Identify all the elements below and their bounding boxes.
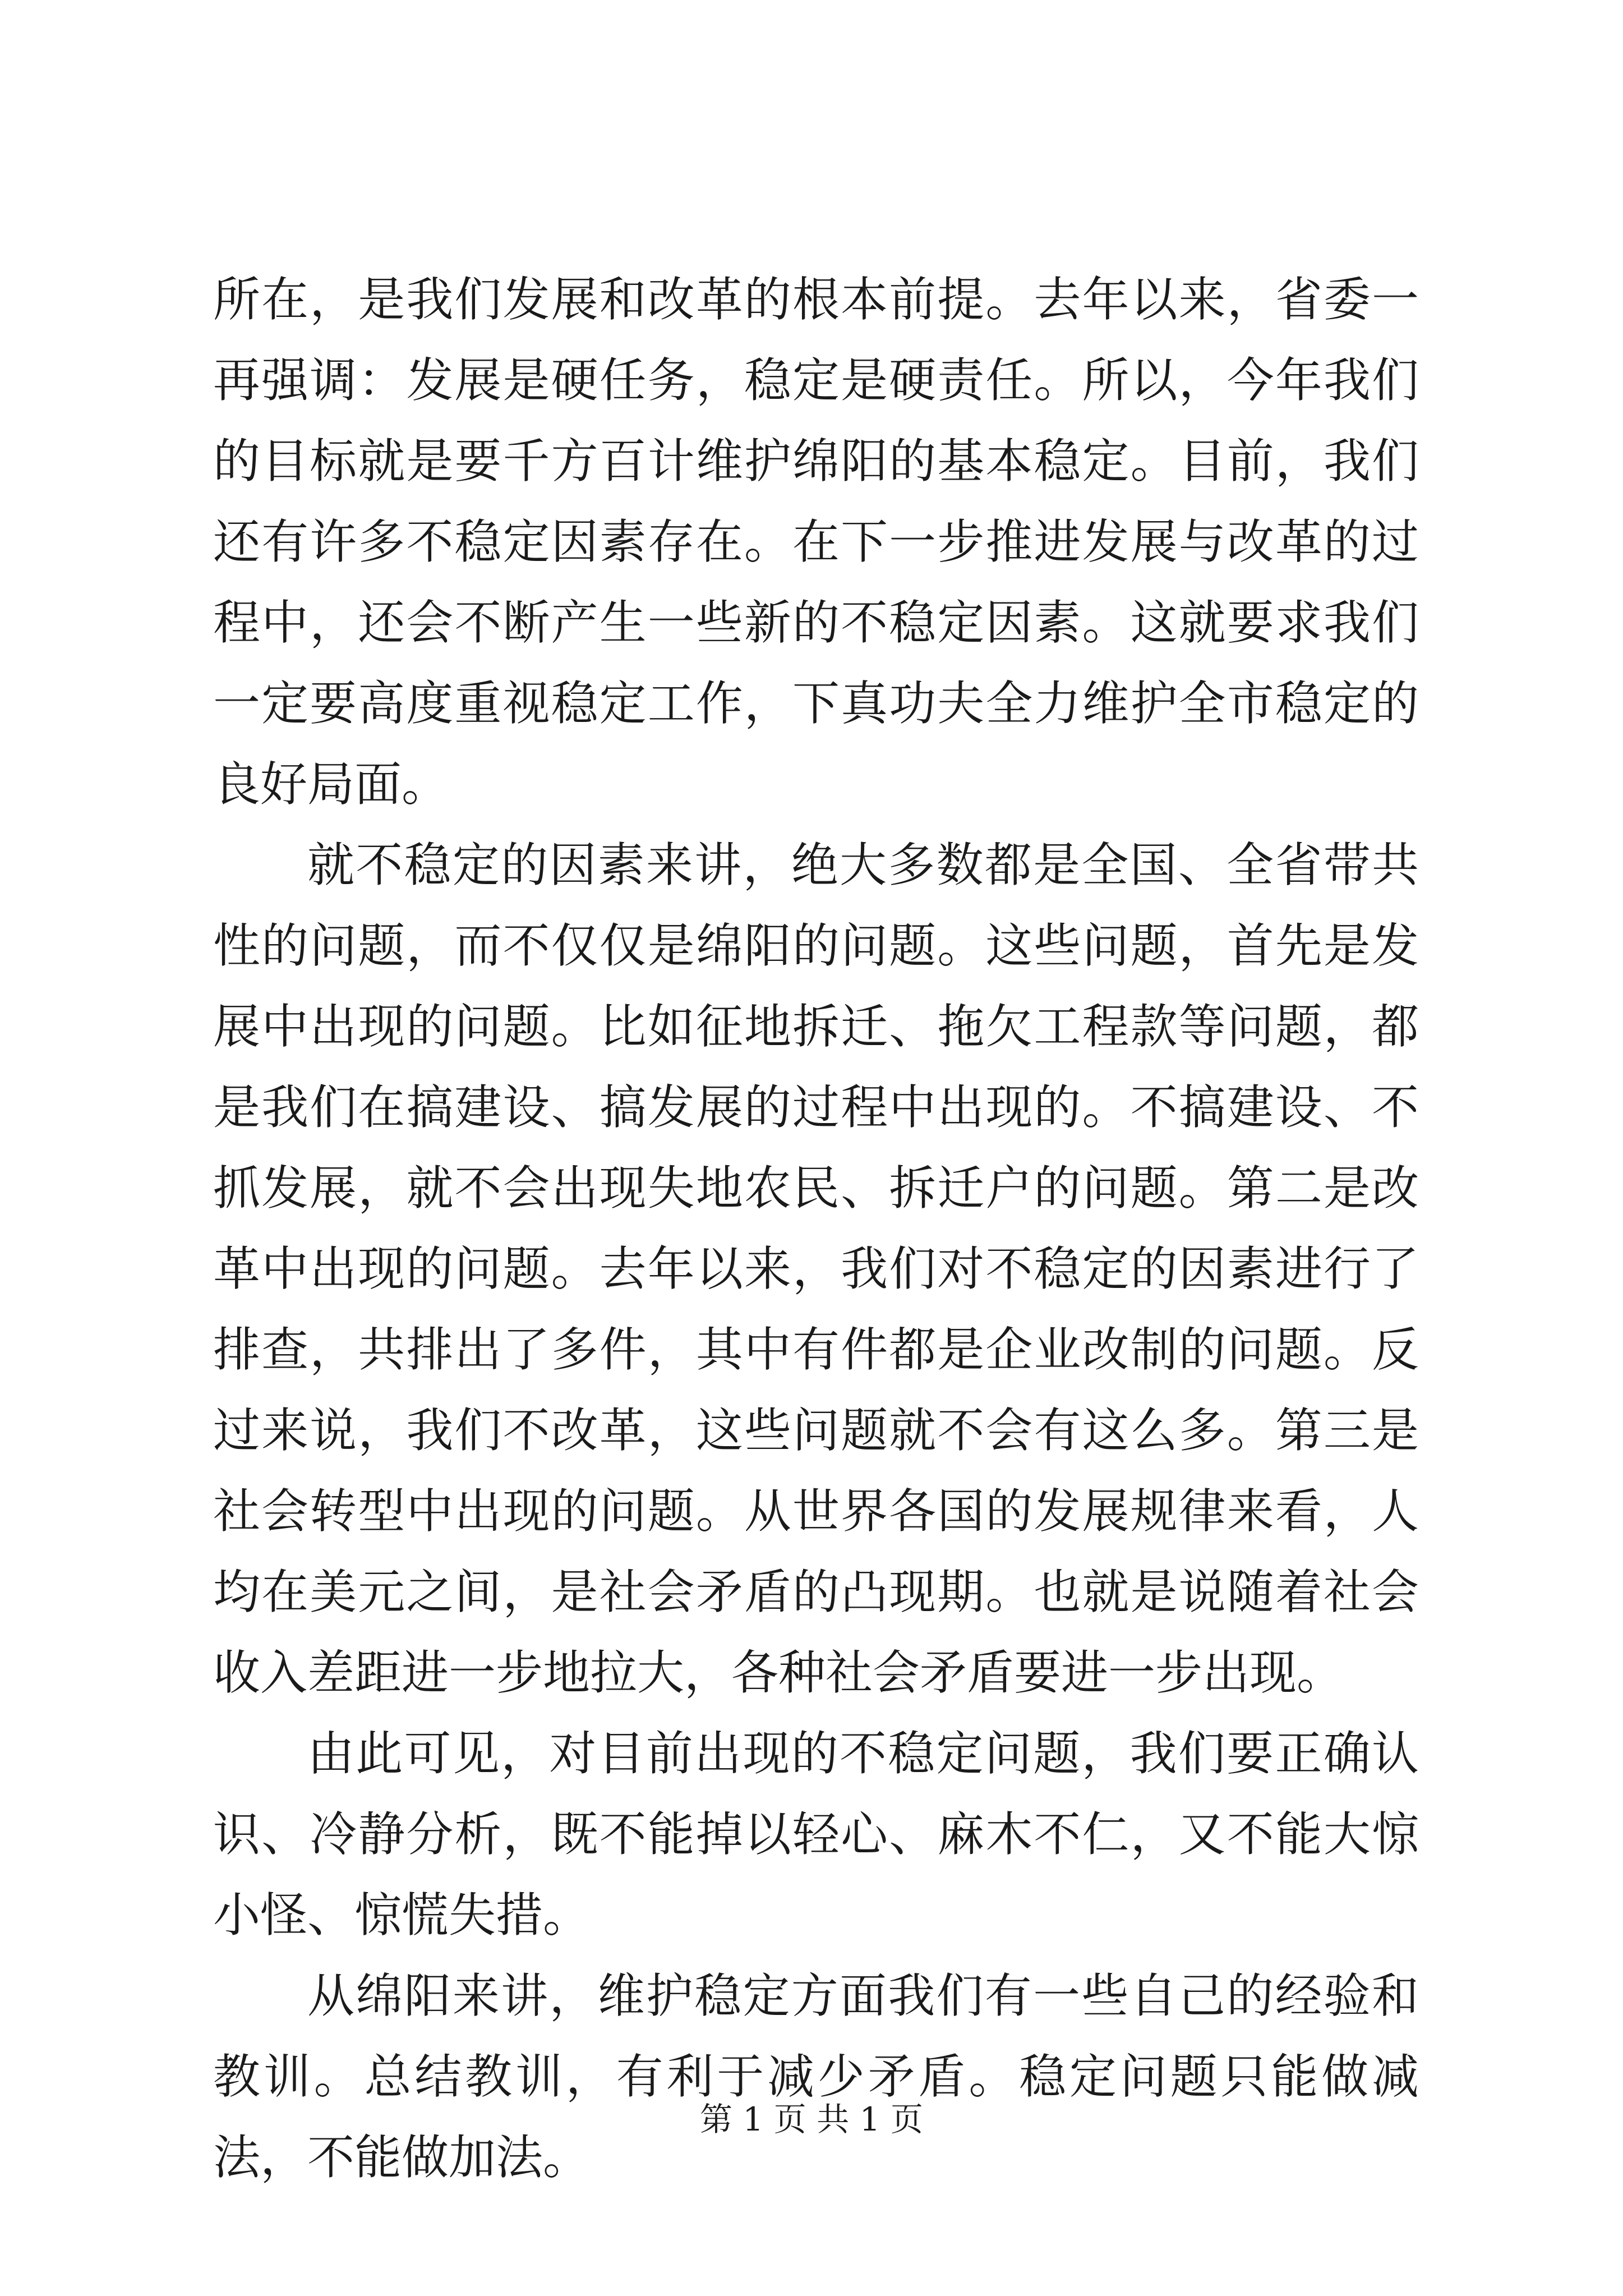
page-number-label: 第 1 页 共 1 页 bbox=[700, 2100, 923, 2138]
document-body bbox=[213, 259, 1419, 2198]
page-footer bbox=[0, 2097, 1623, 2142]
paragraph-2: 就不稳定的因素来讲，绝大多数都是全国、全省带共性的问题，而不仅仅是绵阳的问题。这些问题，首先是发展中出现的问题。比如征地拆迁、拖欠工程款等问题，都是我们在搞建设、搞发展的过程中出现的。不搞建设、不抓发展，就不会出现失地农民、拆迁户的问题。第二是改革中出现的问题。去年以来，我们对不稳定的因素进行了排查，共排出了多件，其中有件都是企业改制的问题。反过来说，我们不改革，这些问题就不会有这么多。第三是社会转型中出现的问题。从世界各国的发展规律来看，人均在美元之间，是社会矛盾的凸现期。也就是说随着社会收入差距进一步地拉大，各种社会矛盾要进一步出现。 bbox=[213, 838, 1419, 1700]
paragraph-4: 从绵阳来讲，维护稳定方面我们有一些自己的经验和教训。总结教训，有利于减少矛盾。稳定问题只能做减法，不能做加法。 bbox=[213, 1968, 1419, 2185]
paragraph-1: 所在，是我们发展和改革的根本前提。去年以来，省委一再强调：发展是硬任务，稳定是硬责任。所以，今年我们的目标就是要千方百计维护绵阳的基本稳定。目前，我们还有许多不稳定因素存在。在下一步推进发展与改革的过程中，还会不断产生一些新的不稳定因素。这就要求我们一定要高度重视稳定工作，下真功夫全力维护全市稳定的良好局面。 bbox=[213, 272, 1419, 812]
paragraph-3: 由此可见，对目前出现的不稳定问题，我们要正确认识、冷静分析，既不能掉以轻心、麻木不仁，又不能大惊小怪、惊慌失措。 bbox=[213, 1726, 1419, 1943]
